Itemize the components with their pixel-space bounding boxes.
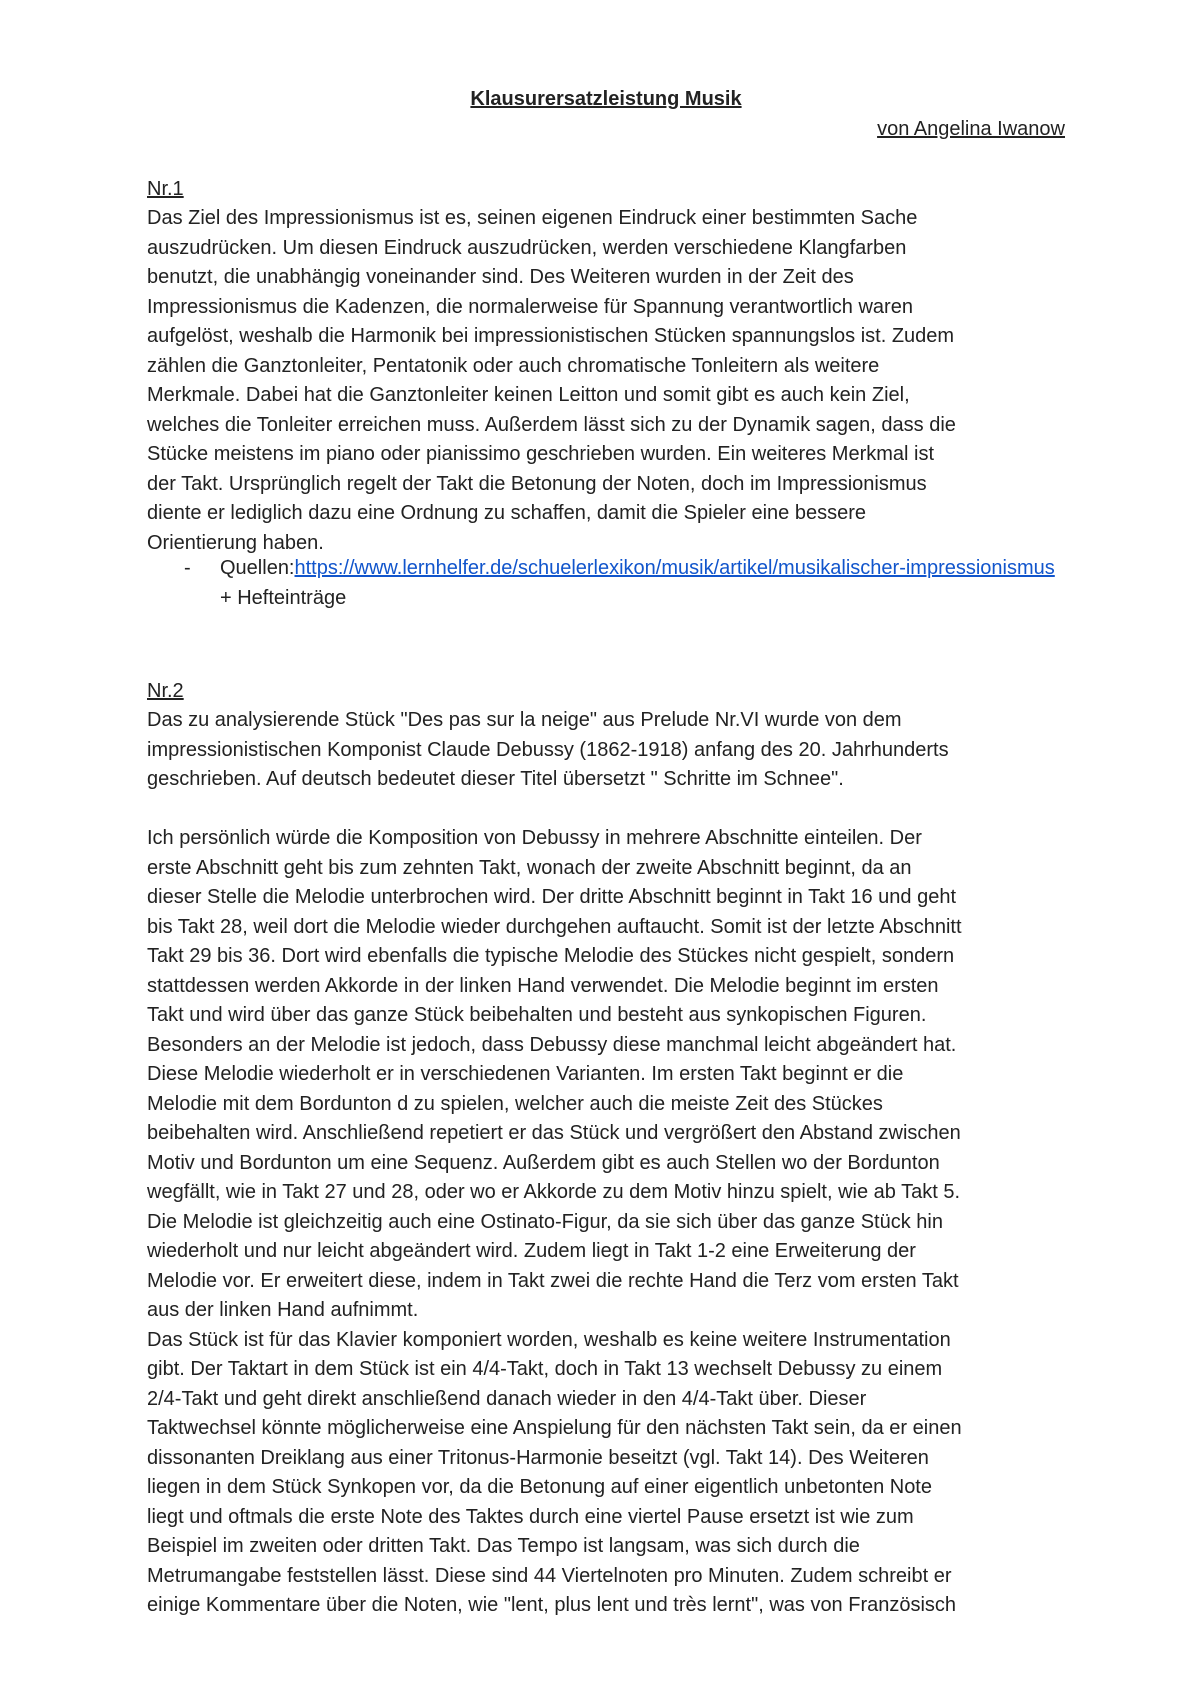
section-1-heading: Nr.1 xyxy=(147,178,184,200)
document-author: von Angelina Iwanow xyxy=(877,118,1065,140)
document-title: Klausurersatzleistung Musik xyxy=(470,88,742,110)
source-link[interactable]: https://www.lernhelfer.de/schuelerlexikon/musik/artikel/musikalischer-impressionismus xyxy=(294,557,1055,579)
section-2-body: Ich persönlich würde die Komposition von Debussy in mehrere Abschnitte einteilen. Der erste Abschnitt geht bis zum zehnten Takt, wonach der zweite Abschnitt beginnt, da an dieser Stelle die Melodie unterbrochen wird. Der dritte Abschnitt beginnt in Takt 16 und geht bis Takt 28, weil dort die Melodie wieder durchgehen auftaucht. Somit ist der letzte Abschnitt Takt 29 bis 36. Dort wird ebenfalls die typische Melodie des Stückes nicht gespielt, sondern stattdessen werden Akkorde in der linken Hand verwendet. Die Melodie beginnt im ersten Takt und wird über das ganze Stück beibehalten und besteht aus synkopischen Figuren. Besonders an der Melodie ist jedoch, dass Debussy diese manchmal leicht abgeändert hat. Diese Melodie wiederholt er in verschiedenen Varianten. Im ersten Takt beginnt er die Melodie mit dem Bordunton d zu spielen, welcher auch die meiste Zeit des Stückes beibehalten wird. Anschließend repetiert er das Stück und vergrößert den Abstand zwischen Motiv und Bordunton um eine Sequenz. Außerdem gibt es auch Stellen wo der Bordunton wegfällt, wie in Takt 27 und 28, oder wo er Akkorde zu dem Motiv hinzu spielt, wie ab Takt 5. Die Melodie ist gleichzeitig auch eine Ostinato-Figur, da sie sich über das ganze Stück hin wiederholt und nur leicht abgeändert wird. Zudem liegt in Takt 1-2 eine Erweiterung der Melodie vor. Er erweitert diese, indem in Takt zwei die rechte Hand die Terz vom ersten Takt aus der linken Hand aufnimmt. Das Stück ist für das Klavier komponiert worden, weshalb es keine weitere Instrumentation gibt. Der Taktart in dem Stück ist ein 4/4-Takt, doch in Takt 13 wechselt Debussy zu einem 2/4-Takt und geht direkt anschließend danach wieder in den 4/4-Takt über. Dieser Taktwechsel könnte möglicherweise eine Anspielung für den nächsten Takt sein, da er einen dissonanten Dreiklang aus einer Tritonus-Harmonie beseitzt (vgl. Takt 14). Des Weiteren liegen in dem Stück Synkopen vor, da die Betonung auf einer eigentlich unbetonten Note liegt und oftmals die erste Note des Taktes durch eine viertel Pause ersetzt ist wie zum Beispiel im zweiten oder dritten Takt. Das Tempo ist langsam, was sich durch die Metrumangabe feststellen lässt. Diese sind 44 Viertelnoten pro Minuten. Zudem schreibt er einige Kommentare über die Noten, wie "lent, plus lent und très lernt", was von Französisch xyxy=(147,827,962,1616)
list-bullet: - xyxy=(184,557,191,579)
section-2-heading: Nr.2 xyxy=(147,680,184,702)
source-suffix: + Hefteinträge xyxy=(220,586,347,609)
section-2-intro: Das zu analysierende Stück "Des pas sur la neige" aus Prelude Nr.VI wurde von dem impressionistischen Komponist Claude Debussy (1862-1918) anfang des 20. Jahrhunderts geschrieben. Auf deutsch bedeutet dieser Titel übersetzt " Schritte im Schnee". xyxy=(147,709,949,790)
section-1-body: Das Ziel des Impressionismus ist es, seinen eigenen Eindruck einer bestimmten Sache auszudrücken. Um diesen Eindruck auszudrücken, werden verschiedene Klangfarben benutzt, die unabhängig voneinander sind. Des Weiteren wurden in der Zeit des Impressionismus die Kadenzen, die normalerweise für Spannung verantwortlich waren aufgelöst, weshalb die Harmonik bei impressionistischen Stücken spannungslos ist. Zudem zählen die Ganztonleiter, Pentatonik oder auch chromatische Tonleitern als weitere Merkmale. Dabei hat die Ganztonleiter keinen Leitton und somit gibt es auch kein Ziel, welches die Tonleiter erreichen muss. Außerdem lässt sich zu der Dynamik sagen, dass die Stücke meistens im piano oder pianissimo geschrieben wurden. Ein weiteres Merkmal ist der Takt. Ursprünglich regelt der Takt die Betonung der Noten, doch im Impressionismus diente er lediglich dazu eine Ordnung zu schaffen, damit die Spieler eine bessere Orientierung haben. xyxy=(147,207,956,554)
source-label: Quellen: xyxy=(220,557,295,579)
source-entry xyxy=(220,554,1065,613)
